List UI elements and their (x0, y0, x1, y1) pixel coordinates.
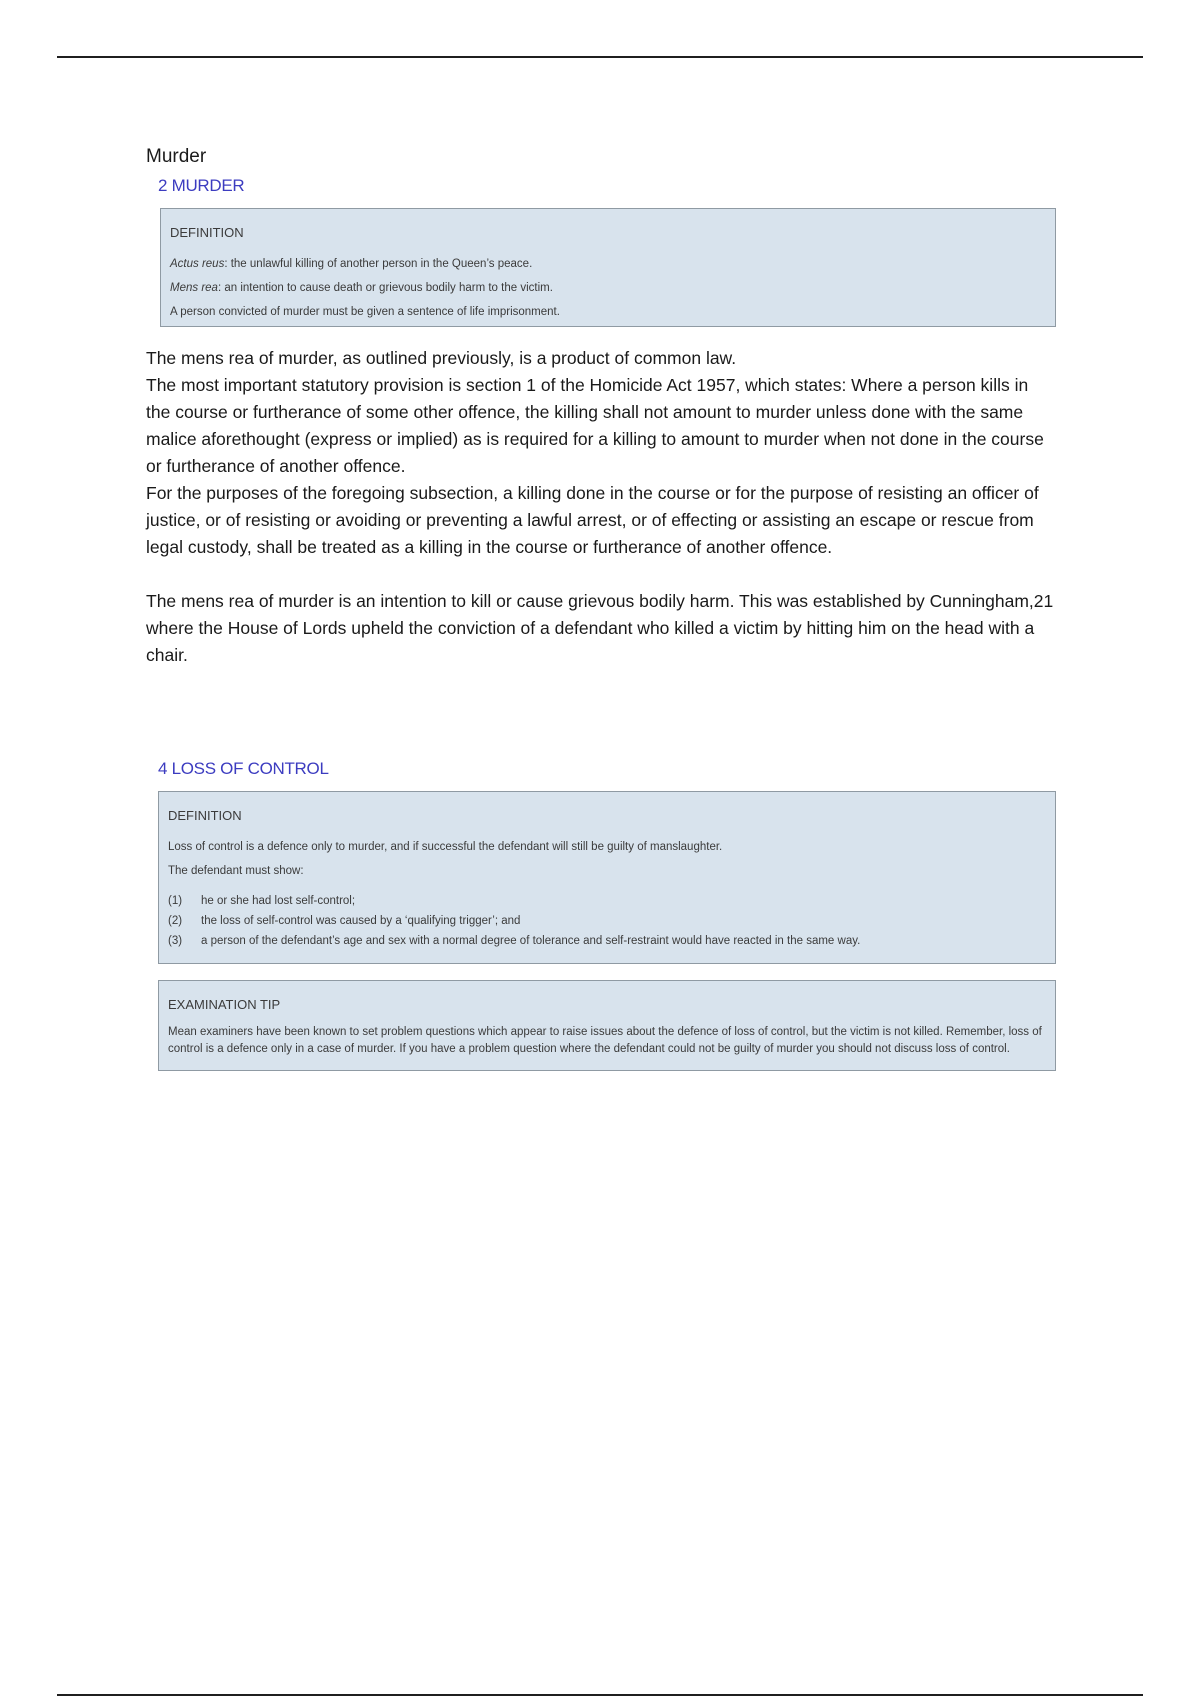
sentence-line: A person convicted of murder must be given a sentence of life imprisonment. (170, 306, 560, 318)
paragraph-common-law: The mens rea of murder, as outlined previously, is a product of common law. (146, 348, 737, 368)
examination-tip-title: EXAMINATION TIP (168, 997, 281, 1012)
footer-rule (57, 1694, 1143, 1696)
paragraph-homicide-act: The most important statutory provision is section 1 of the Homicide Act 1957, which states: Where a person kills in the course or furtherance of some other offence, the killing shall not amount to murder unless done with the same malice aforethought (express or implied) as is required for a killing to amount to murder when not done in the course or furtherance of another offence. (146, 375, 1044, 476)
murder-section-heading: 2 MURDER (158, 176, 245, 195)
loss-definition-line1: Loss of control is a defence only to murder, and if successful the defendant will still be guilty of manslaughter. (168, 841, 723, 853)
paragraph-mens-rea: The mens rea of murder is an intention to kill or cause grievous bodily harm. This was established by Cunningham,21 where the House of Lords upheld the conviction of a defendant who killed a victim by hitting him on the head with a chair. (146, 591, 1054, 665)
loss-definition-line2: The defendant must show: (168, 865, 304, 877)
list-item: (2) the loss of self-control was caused by a ‘qualifying trigger’; and (168, 915, 521, 927)
murder-definition-title: DEFINITION (170, 225, 244, 240)
list-item: (1) he or she had lost self-control; (168, 895, 356, 907)
loss-definition-title: DEFINITION (168, 808, 242, 823)
mens-rea-line (170, 276, 1046, 300)
page-content (146, 146, 1056, 1071)
list-item: (3) a person of the defendant’s age and sex with a normal degree of tolerance and self-restraint would have reacted in the same way. (168, 935, 861, 947)
examination-tip-text: Mean examiners have been known to set problem questions which appear to raise issues about the defence of loss of control, but the victim is not killed. Remember, loss of control is a defence only in a case of murder. If you have a problem question where the defendant could not be guilty of murder you should not discuss loss of control. (168, 1026, 1042, 1055)
actus-reus-line (170, 252, 1046, 276)
loss-of-control-definition-box (158, 791, 1056, 964)
header-rule (57, 56, 1143, 58)
murder-definition-box (160, 208, 1056, 327)
mens-rea-text: : an intention to cause death or grievous bodily harm to the victim. (217, 282, 553, 294)
examination-tip-box (158, 980, 1056, 1071)
paragraph-subsection: For the purposes of the foregoing subsection, a killing done in the course or for the purpose of resisting an officer of justice, or of resisting or avoiding or preventing a lawful arrest, or of effecting or assisting an escape or rescue from legal custody, shall be treated as a killing in the course or furtherance of another offence. (146, 483, 1039, 557)
actus-reus-text: : the unlawful killing of another person in the Queen’s peace. (224, 258, 533, 270)
actus-reus-label: Actus reus (170, 258, 225, 270)
requirements-list (168, 891, 1046, 951)
loss-of-control-heading: 4 LOSS OF CONTROL (158, 759, 329, 778)
mens-rea-label: Mens rea (170, 282, 218, 294)
document-title: Murder (146, 146, 207, 167)
